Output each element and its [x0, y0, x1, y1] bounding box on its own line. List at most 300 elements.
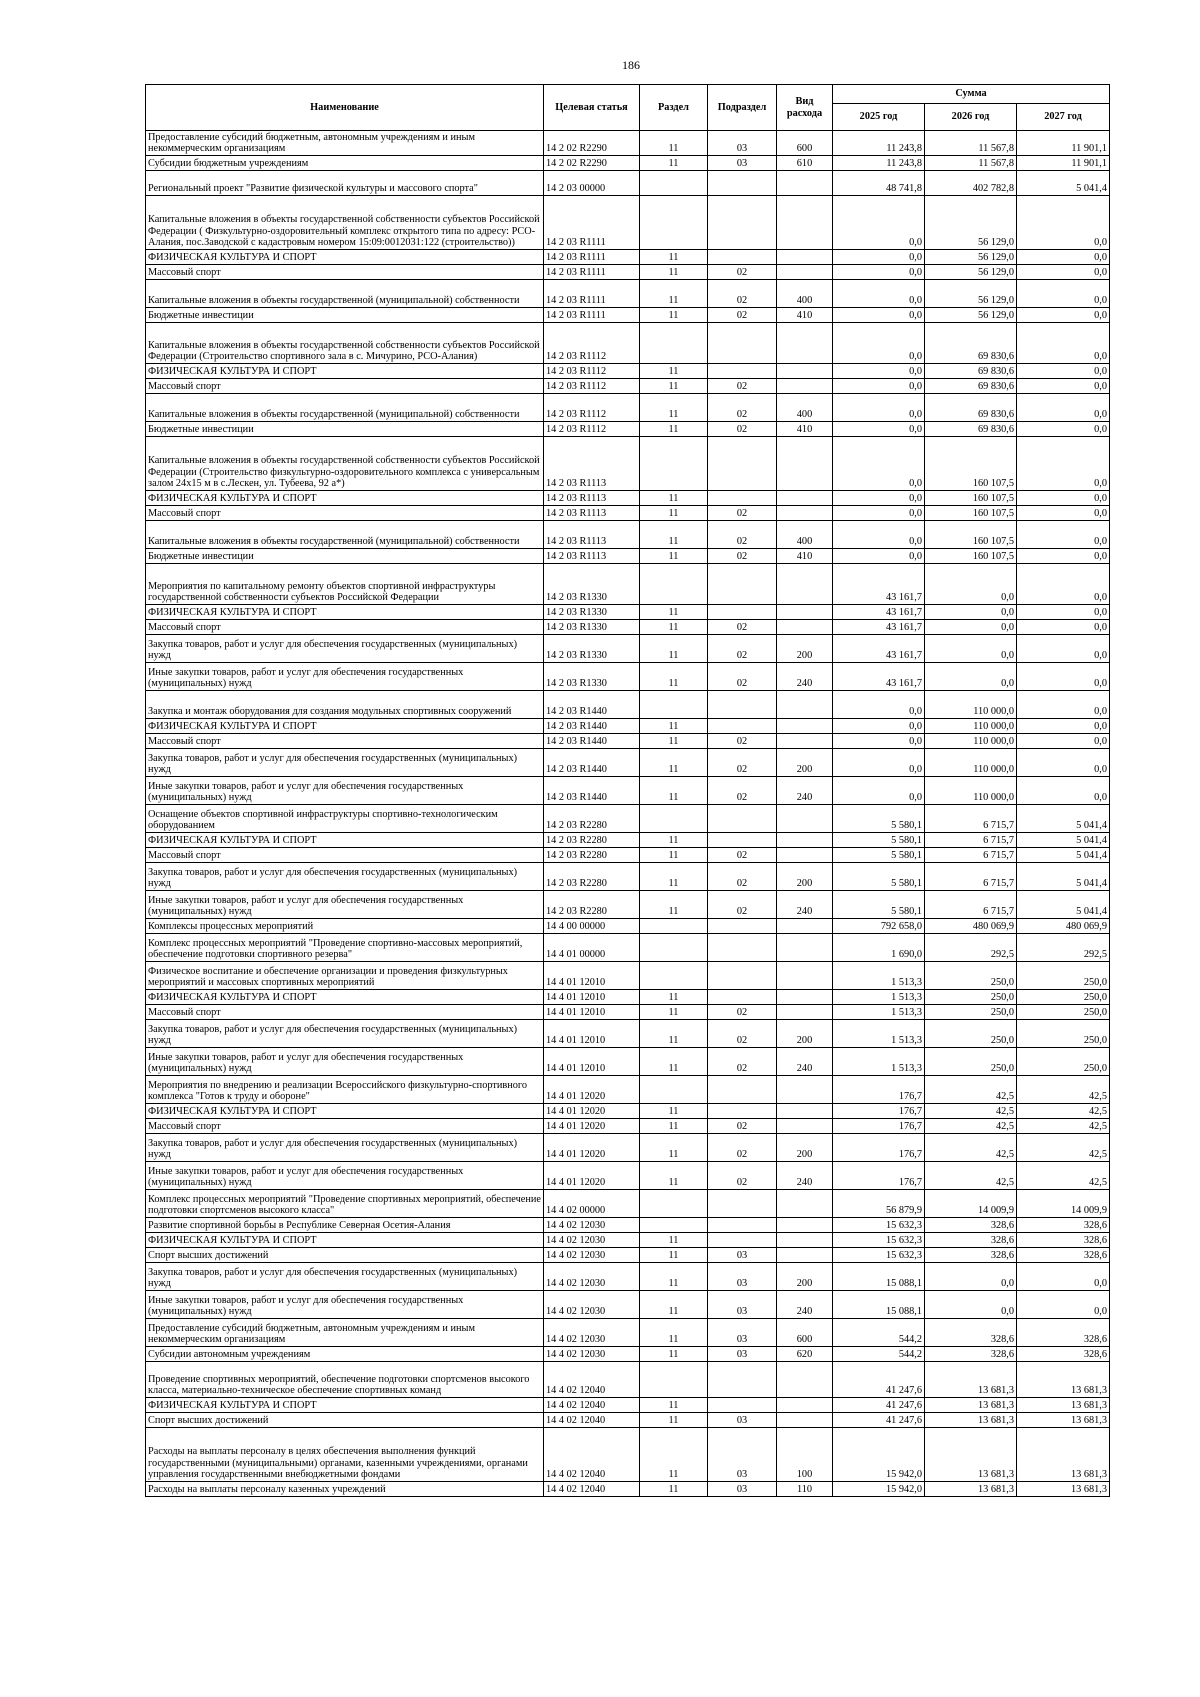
table-row [146, 422, 1110, 437]
header-subsection: Подраздел [708, 85, 777, 131]
table-row [146, 833, 1110, 848]
row-subsection: 02 [708, 265, 777, 280]
row-name: ФИЗИЧЕСКАЯ КУЛЬТУРА И СПОРТ [146, 491, 544, 506]
row-name: Массовый спорт [146, 1119, 544, 1134]
row-name: Предоставление субсидий бюджетным, автономным учреждениям и иным некоммерческим организациям [146, 1319, 544, 1347]
row-name: Массовый спорт [146, 506, 544, 521]
table-row [146, 308, 1110, 323]
row-subsection: 02 [708, 506, 777, 521]
row-section: 11 [640, 506, 708, 521]
row-expense-kind [777, 1190, 833, 1218]
table-row [146, 1119, 1110, 1134]
row-amount-2026: 69 830,6 [925, 379, 1017, 394]
row-subsection: 02 [708, 1048, 777, 1076]
row-name: Закупка товаров, работ и услуг для обеспечения государственных (муниципальных) нужд [146, 749, 544, 777]
row-amount-2026: 292,5 [925, 934, 1017, 962]
row-target-code: 14 2 03 00000 [544, 171, 640, 196]
row-subsection: 03 [708, 1319, 777, 1347]
row-target-code: 14 4 01 12020 [544, 1134, 640, 1162]
row-expense-kind [777, 250, 833, 265]
row-section: 11 [640, 364, 708, 379]
row-target-code: 14 2 03 R1112 [544, 394, 640, 422]
row-target-code: 14 2 03 R1111 [544, 265, 640, 280]
row-expense-kind: 400 [777, 394, 833, 422]
row-subsection [708, 805, 777, 833]
row-amount-2025: 15 088,1 [833, 1263, 925, 1291]
table-row [146, 131, 1110, 156]
row-amount-2025: 0,0 [833, 491, 925, 506]
row-amount-2025: 0,0 [833, 506, 925, 521]
row-target-code: 14 4 02 12030 [544, 1233, 640, 1248]
table-row [146, 171, 1110, 196]
row-subsection [708, 1218, 777, 1233]
row-subsection [708, 364, 777, 379]
row-name: Региональный проект "Развитие физической культуры и массового спорта" [146, 171, 544, 196]
row-name: Иные закупки товаров, работ и услуг для обеспечения государственных (муниципальных) нужд [146, 777, 544, 805]
row-amount-2027: 5 041,4 [1017, 863, 1110, 891]
row-expense-kind: 110 [777, 1482, 833, 1497]
row-amount-2025: 176,7 [833, 1119, 925, 1134]
row-expense-kind: 240 [777, 891, 833, 919]
row-section: 11 [640, 1048, 708, 1076]
row-section: 11 [640, 1263, 708, 1291]
row-name: Закупка товаров, работ и услуг для обеспечения государственных (муниципальных) нужд [146, 635, 544, 663]
row-amount-2025: 11 243,8 [833, 131, 925, 156]
row-section: 11 [640, 1134, 708, 1162]
row-amount-2026: 56 129,0 [925, 308, 1017, 323]
row-amount-2025: 43 161,7 [833, 663, 925, 691]
row-amount-2025: 41 247,6 [833, 1413, 925, 1428]
row-name: ФИЗИЧЕСКАЯ КУЛЬТУРА И СПОРТ [146, 1233, 544, 1248]
row-name: Закупка товаров, работ и услуг для обеспечения государственных (муниципальных) нужд [146, 1134, 544, 1162]
row-section: 11 [640, 131, 708, 156]
row-subsection [708, 171, 777, 196]
row-amount-2027: 0,0 [1017, 777, 1110, 805]
row-amount-2026: 250,0 [925, 1048, 1017, 1076]
row-name: Капитальные вложения в объекты государственной (муниципальной) собственности [146, 280, 544, 308]
row-subsection: 02 [708, 521, 777, 549]
row-name: Проведение спортивных мероприятий, обеспечение подготовки спортсменов высокого класса, материально-техническое обеспечение спортивных команд [146, 1362, 544, 1398]
row-amount-2027: 0,0 [1017, 719, 1110, 734]
row-section: 11 [640, 749, 708, 777]
row-amount-2025: 43 161,7 [833, 620, 925, 635]
table-row [146, 437, 1110, 491]
row-subsection [708, 1233, 777, 1248]
row-subsection: 02 [708, 635, 777, 663]
row-subsection: 02 [708, 379, 777, 394]
row-amount-2027: 0,0 [1017, 196, 1110, 250]
row-section [640, 323, 708, 364]
table-row [146, 1347, 1110, 1362]
row-amount-2027: 5 041,4 [1017, 891, 1110, 919]
row-amount-2027: 42,5 [1017, 1119, 1110, 1134]
row-expense-kind: 400 [777, 280, 833, 308]
row-amount-2026: 0,0 [925, 663, 1017, 691]
row-amount-2025: 43 161,7 [833, 635, 925, 663]
row-target-code: 14 4 02 12030 [544, 1218, 640, 1233]
row-subsection [708, 1104, 777, 1119]
table-row [146, 521, 1110, 549]
row-subsection [708, 250, 777, 265]
row-expense-kind [777, 805, 833, 833]
row-subsection: 03 [708, 1248, 777, 1263]
table-row [146, 734, 1110, 749]
row-amount-2027: 0,0 [1017, 422, 1110, 437]
row-amount-2025: 0,0 [833, 777, 925, 805]
row-name: ФИЗИЧЕСКАЯ КУЛЬТУРА И СПОРТ [146, 364, 544, 379]
row-amount-2026: 42,5 [925, 1134, 1017, 1162]
row-expense-kind [777, 1005, 833, 1020]
row-amount-2026: 69 830,6 [925, 394, 1017, 422]
row-expense-kind [777, 605, 833, 620]
row-target-code: 14 2 03 R2280 [544, 891, 640, 919]
table-row [146, 323, 1110, 364]
row-name: Субсидии бюджетным учреждениям [146, 156, 544, 171]
row-amount-2026: 6 715,7 [925, 863, 1017, 891]
row-subsection: 03 [708, 1263, 777, 1291]
row-amount-2027: 250,0 [1017, 1020, 1110, 1048]
row-expense-kind: 610 [777, 156, 833, 171]
row-target-code: 14 2 03 R1112 [544, 323, 640, 364]
row-amount-2025: 1 513,3 [833, 962, 925, 990]
row-subsection [708, 564, 777, 605]
row-amount-2025: 0,0 [833, 250, 925, 265]
row-subsection: 03 [708, 131, 777, 156]
row-amount-2025: 5 580,1 [833, 833, 925, 848]
row-amount-2026: 56 129,0 [925, 196, 1017, 250]
row-amount-2025: 0,0 [833, 364, 925, 379]
table-row [146, 1482, 1110, 1497]
row-subsection: 02 [708, 749, 777, 777]
row-subsection [708, 1076, 777, 1104]
row-name: Расходы на выплаты персоналу в целях обеспечения выполнения функций государственными (муниципальными) органами, казенными учреждениями, органами управления государственными внебюджетными фондами [146, 1428, 544, 1482]
row-amount-2027: 0,0 [1017, 749, 1110, 777]
row-amount-2025: 15 088,1 [833, 1291, 925, 1319]
table-row [146, 1248, 1110, 1263]
row-amount-2027: 250,0 [1017, 1005, 1110, 1020]
row-amount-2027: 0,0 [1017, 549, 1110, 564]
row-name: Закупка товаров, работ и услуг для обеспечения государственных (муниципальных) нужд [146, 1263, 544, 1291]
row-section: 11 [640, 379, 708, 394]
row-amount-2027: 5 041,4 [1017, 848, 1110, 863]
row-amount-2027: 250,0 [1017, 962, 1110, 990]
table-row [146, 506, 1110, 521]
row-name: Спорт высших достижений [146, 1413, 544, 1428]
row-subsection: 02 [708, 1020, 777, 1048]
row-expense-kind [777, 1076, 833, 1104]
row-section: 11 [640, 863, 708, 891]
row-name: Субсидии автономным учреждениям [146, 1347, 544, 1362]
row-amount-2025: 544,2 [833, 1319, 925, 1347]
row-amount-2025: 41 247,6 [833, 1398, 925, 1413]
row-amount-2026: 250,0 [925, 962, 1017, 990]
row-amount-2025: 15 942,0 [833, 1482, 925, 1497]
row-name: Закупка товаров, работ и услуг для обеспечения государственных (муниципальных) нужд [146, 863, 544, 891]
row-subsection: 03 [708, 1482, 777, 1497]
row-target-code: 14 2 03 R1440 [544, 749, 640, 777]
row-amount-2026: 13 681,3 [925, 1413, 1017, 1428]
row-amount-2027: 0,0 [1017, 308, 1110, 323]
table-row [146, 605, 1110, 620]
row-name: Оснащение объектов спортивной инфраструктуры спортивно-технологическим оборудованием [146, 805, 544, 833]
table-row [146, 777, 1110, 805]
row-target-code: 14 2 02 R2290 [544, 131, 640, 156]
table-row [146, 1162, 1110, 1190]
row-amount-2025: 15 632,3 [833, 1248, 925, 1263]
row-section: 11 [640, 265, 708, 280]
row-subsection: 02 [708, 394, 777, 422]
row-amount-2027: 42,5 [1017, 1134, 1110, 1162]
header-kind: Вид расхода [777, 85, 833, 131]
row-target-code: 14 2 03 R1111 [544, 196, 640, 250]
row-amount-2025: 176,7 [833, 1134, 925, 1162]
row-amount-2027: 13 681,3 [1017, 1362, 1110, 1398]
row-amount-2027: 328,6 [1017, 1248, 1110, 1263]
row-subsection [708, 323, 777, 364]
row-section: 11 [640, 1413, 708, 1428]
row-target-code: 14 2 03 R1113 [544, 549, 640, 564]
row-amount-2027: 0,0 [1017, 280, 1110, 308]
row-target-code: 14 2 03 R1113 [544, 437, 640, 491]
row-name: Комплекс процессных мероприятий "Проведение спортивных мероприятий, обеспечение подготовки спортсменов высокого класса" [146, 1190, 544, 1218]
row-amount-2025: 48 741,8 [833, 171, 925, 196]
table-row [146, 1398, 1110, 1413]
row-amount-2027: 42,5 [1017, 1162, 1110, 1190]
row-section [640, 691, 708, 719]
row-section: 11 [640, 833, 708, 848]
row-target-code: 14 4 02 12030 [544, 1291, 640, 1319]
row-amount-2026: 110 000,0 [925, 777, 1017, 805]
row-expense-kind [777, 564, 833, 605]
row-amount-2025: 5 580,1 [833, 848, 925, 863]
row-amount-2026: 0,0 [925, 1291, 1017, 1319]
row-amount-2025: 792 658,0 [833, 919, 925, 934]
row-amount-2027: 13 681,3 [1017, 1413, 1110, 1428]
row-subsection: 02 [708, 620, 777, 635]
row-target-code: 14 2 03 R1112 [544, 422, 640, 437]
row-name: Иные закупки товаров, работ и услуг для обеспечения государственных (муниципальных) нужд [146, 891, 544, 919]
row-amount-2025: 15 632,3 [833, 1233, 925, 1248]
row-amount-2027: 0,0 [1017, 663, 1110, 691]
row-target-code: 14 4 01 12010 [544, 990, 640, 1005]
row-amount-2027: 0,0 [1017, 620, 1110, 635]
row-amount-2027: 0,0 [1017, 1291, 1110, 1319]
row-amount-2027: 480 069,9 [1017, 919, 1110, 934]
table-row [146, 250, 1110, 265]
row-amount-2026: 160 107,5 [925, 506, 1017, 521]
row-name: Иные закупки товаров, работ и услуг для обеспечения государственных (муниципальных) нужд [146, 1291, 544, 1319]
row-subsection [708, 605, 777, 620]
row-name: ФИЗИЧЕСКАЯ КУЛЬТУРА И СПОРТ [146, 605, 544, 620]
row-target-code: 14 4 01 12010 [544, 1020, 640, 1048]
row-target-code: 14 2 03 R2280 [544, 863, 640, 891]
table-row [146, 962, 1110, 990]
row-expense-kind: 240 [777, 1291, 833, 1319]
header-target: Целевая статья [544, 85, 640, 131]
table-row [146, 196, 1110, 250]
table-row [146, 156, 1110, 171]
row-expense-kind [777, 265, 833, 280]
row-subsection: 02 [708, 734, 777, 749]
row-name: Капитальные вложения в объекты государственной (муниципальной) собственности [146, 394, 544, 422]
row-target-code: 14 2 03 R1112 [544, 379, 640, 394]
table-row [146, 934, 1110, 962]
row-amount-2026: 56 129,0 [925, 280, 1017, 308]
row-amount-2026: 42,5 [925, 1076, 1017, 1104]
row-expense-kind [777, 1104, 833, 1119]
row-amount-2025: 5 580,1 [833, 805, 925, 833]
row-expense-kind [777, 1362, 833, 1398]
row-expense-kind: 200 [777, 1263, 833, 1291]
row-amount-2027: 14 009,9 [1017, 1190, 1110, 1218]
row-amount-2026: 6 715,7 [925, 833, 1017, 848]
row-section: 11 [640, 422, 708, 437]
row-section: 11 [640, 1482, 708, 1497]
row-name: ФИЗИЧЕСКАЯ КУЛЬТУРА И СПОРТ [146, 250, 544, 265]
row-amount-2026: 42,5 [925, 1104, 1017, 1119]
row-expense-kind [777, 379, 833, 394]
row-target-code: 14 4 01 12020 [544, 1076, 640, 1104]
row-amount-2026: 110 000,0 [925, 734, 1017, 749]
row-name: ФИЗИЧЕСКАЯ КУЛЬТУРА И СПОРТ [146, 1398, 544, 1413]
row-amount-2026: 328,6 [925, 1233, 1017, 1248]
row-section: 11 [640, 1020, 708, 1048]
row-expense-kind: 600 [777, 1319, 833, 1347]
row-name: Массовый спорт [146, 379, 544, 394]
row-amount-2027: 13 681,3 [1017, 1428, 1110, 1482]
row-expense-kind [777, 323, 833, 364]
row-amount-2025: 1 513,3 [833, 990, 925, 1005]
row-amount-2025: 41 247,6 [833, 1362, 925, 1398]
row-target-code: 14 4 00 00000 [544, 919, 640, 934]
row-amount-2026: 0,0 [925, 605, 1017, 620]
row-target-code: 14 2 03 R2280 [544, 848, 640, 863]
row-amount-2027: 11 901,1 [1017, 131, 1110, 156]
row-expense-kind [777, 364, 833, 379]
row-amount-2027: 13 681,3 [1017, 1398, 1110, 1413]
row-target-code: 14 4 02 00000 [544, 1190, 640, 1218]
row-expense-kind [777, 1218, 833, 1233]
row-target-code: 14 2 03 R1111 [544, 280, 640, 308]
row-amount-2026: 13 681,3 [925, 1428, 1017, 1482]
row-name: Иные закупки товаров, работ и услуг для обеспечения государственных (муниципальных) нужд [146, 663, 544, 691]
row-subsection: 02 [708, 848, 777, 863]
row-amount-2027: 0,0 [1017, 437, 1110, 491]
row-subsection [708, 491, 777, 506]
row-name: Массовый спорт [146, 620, 544, 635]
row-subsection [708, 962, 777, 990]
row-amount-2027: 0,0 [1017, 379, 1110, 394]
row-subsection [708, 990, 777, 1005]
row-amount-2027: 0,0 [1017, 491, 1110, 506]
row-amount-2026: 13 681,3 [925, 1398, 1017, 1413]
row-amount-2027: 0,0 [1017, 394, 1110, 422]
row-subsection: 02 [708, 1005, 777, 1020]
row-name: Массовый спорт [146, 734, 544, 749]
row-subsection [708, 1398, 777, 1413]
row-target-code: 14 2 03 R1113 [544, 506, 640, 521]
row-amount-2026: 250,0 [925, 1020, 1017, 1048]
table-header [146, 85, 1110, 131]
table-row [146, 1428, 1110, 1482]
row-target-code: 14 2 03 R1330 [544, 663, 640, 691]
row-subsection [708, 919, 777, 934]
row-amount-2026: 0,0 [925, 635, 1017, 663]
row-name: Капитальные вложения в объекты государственной собственности субъектов Российской Федерации (Строительство физкультурно-оздоровительного комплекса с универсальным залом 24х15 м в с.Лескен, ул. Тубеева, 92 а*) [146, 437, 544, 491]
row-section [640, 171, 708, 196]
row-amount-2026: 160 107,5 [925, 549, 1017, 564]
row-target-code: 14 2 03 R1440 [544, 719, 640, 734]
row-amount-2027: 0,0 [1017, 250, 1110, 265]
row-amount-2026: 160 107,5 [925, 437, 1017, 491]
row-section: 11 [640, 1162, 708, 1190]
row-expense-kind [777, 833, 833, 848]
row-subsection: 02 [708, 863, 777, 891]
row-amount-2025: 1 513,3 [833, 1048, 925, 1076]
row-subsection [708, 437, 777, 491]
row-amount-2025: 0,0 [833, 437, 925, 491]
row-amount-2027: 13 681,3 [1017, 1482, 1110, 1497]
row-amount-2026: 160 107,5 [925, 491, 1017, 506]
row-name: Развитие спортивной борьбы в Республике Северная Осетия-Алания [146, 1218, 544, 1233]
row-amount-2025: 0,0 [833, 280, 925, 308]
table-row [146, 635, 1110, 663]
row-target-code: 14 2 03 R1440 [544, 691, 640, 719]
table-row [146, 394, 1110, 422]
row-section: 11 [640, 521, 708, 549]
row-amount-2027: 292,5 [1017, 934, 1110, 962]
row-amount-2027: 0,0 [1017, 635, 1110, 663]
row-section [640, 564, 708, 605]
row-amount-2025: 1 513,3 [833, 1005, 925, 1020]
row-amount-2026: 250,0 [925, 990, 1017, 1005]
row-target-code: 14 2 03 R1330 [544, 620, 640, 635]
row-section: 11 [640, 990, 708, 1005]
row-amount-2025: 0,0 [833, 734, 925, 749]
row-amount-2025: 0,0 [833, 691, 925, 719]
row-amount-2027: 0,0 [1017, 734, 1110, 749]
row-amount-2026: 402 782,8 [925, 171, 1017, 196]
row-amount-2027: 5 041,4 [1017, 805, 1110, 833]
row-amount-2026: 110 000,0 [925, 691, 1017, 719]
table-row [146, 491, 1110, 506]
row-amount-2025: 11 243,8 [833, 156, 925, 171]
row-expense-kind [777, 1248, 833, 1263]
row-amount-2025: 176,7 [833, 1104, 925, 1119]
row-section: 11 [640, 156, 708, 171]
row-subsection: 03 [708, 1347, 777, 1362]
row-target-code: 14 2 03 R1440 [544, 777, 640, 805]
header-2026: 2026 год [925, 104, 1017, 131]
row-subsection: 02 [708, 280, 777, 308]
row-amount-2026: 42,5 [925, 1119, 1017, 1134]
row-expense-kind: 100 [777, 1428, 833, 1482]
table-row [146, 379, 1110, 394]
row-section: 11 [640, 1104, 708, 1119]
row-expense-kind [777, 962, 833, 990]
table-row [146, 564, 1110, 605]
table-row [146, 280, 1110, 308]
table-row [146, 848, 1110, 863]
row-target-code: 14 4 01 12010 [544, 1005, 640, 1020]
table-row [146, 265, 1110, 280]
row-amount-2025: 0,0 [833, 379, 925, 394]
row-name: ФИЗИЧЕСКАЯ КУЛЬТУРА И СПОРТ [146, 990, 544, 1005]
row-target-code: 14 2 03 R2280 [544, 833, 640, 848]
row-expense-kind [777, 506, 833, 521]
header-sum: Сумма [833, 85, 1110, 104]
row-amount-2025: 0,0 [833, 308, 925, 323]
